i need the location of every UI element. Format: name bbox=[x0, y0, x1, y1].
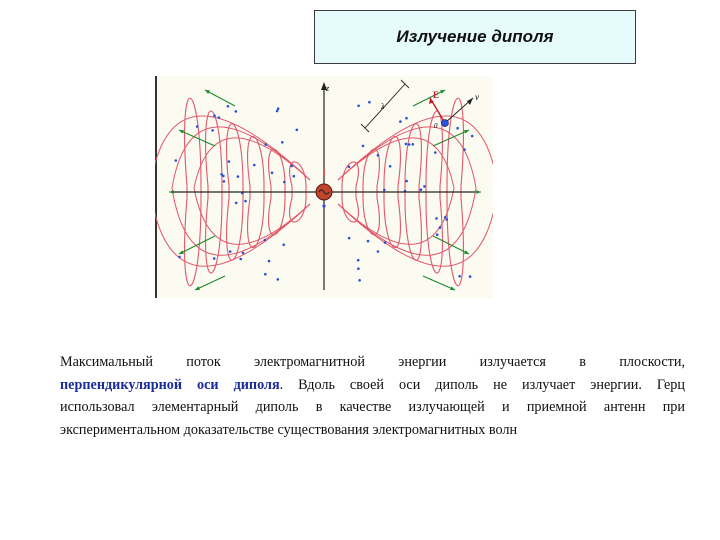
field-dot bbox=[237, 175, 240, 178]
field-dot bbox=[253, 164, 256, 167]
field-dot bbox=[271, 172, 274, 175]
field-dot bbox=[213, 115, 216, 118]
e-vector-label: E bbox=[433, 90, 440, 100]
description-line-2-rest: . Вдоль своей оси диполь не излучает энергии. Герц bbox=[279, 376, 685, 393]
field-dot bbox=[296, 129, 299, 132]
field-dot bbox=[357, 105, 360, 108]
field-dot bbox=[436, 233, 439, 236]
field-dot bbox=[277, 278, 280, 281]
field-dot bbox=[178, 256, 181, 259]
field-dot bbox=[434, 151, 437, 154]
field-point-label: 0 bbox=[434, 122, 438, 130]
field-dot bbox=[445, 218, 448, 221]
field-dot bbox=[405, 117, 408, 120]
field-dot bbox=[290, 165, 293, 168]
field-dot bbox=[264, 239, 267, 242]
field-dot bbox=[469, 275, 472, 278]
field-dot bbox=[405, 143, 408, 146]
field-dot bbox=[408, 143, 411, 146]
wavelength-symbol: λ bbox=[381, 102, 385, 111]
field-dot bbox=[383, 189, 386, 192]
field-dot bbox=[389, 165, 392, 168]
field-dot bbox=[348, 166, 351, 169]
field-dot bbox=[281, 141, 284, 144]
field-dot bbox=[235, 110, 238, 113]
field-dot bbox=[377, 250, 380, 253]
field-dot bbox=[244, 200, 247, 203]
field-dot bbox=[277, 107, 280, 110]
description-line-1: Максимальный поток электромагнитной энергии излучается в плоскости, bbox=[60, 354, 685, 370]
field-dot bbox=[264, 143, 267, 146]
field-dot bbox=[362, 145, 365, 148]
dipole-radiation-figure bbox=[155, 76, 493, 298]
field-dot bbox=[471, 135, 474, 138]
field-dot bbox=[435, 217, 438, 220]
field-dot bbox=[456, 127, 459, 130]
field-dot bbox=[175, 159, 178, 162]
field-dot bbox=[218, 116, 221, 119]
field-dot bbox=[264, 273, 267, 276]
v-vector-label: v bbox=[475, 92, 479, 102]
field-dot bbox=[458, 275, 461, 278]
field-dot bbox=[228, 160, 231, 163]
field-dot bbox=[444, 216, 447, 219]
field-dot bbox=[420, 188, 423, 191]
field-dot bbox=[196, 125, 199, 128]
field-dot bbox=[283, 181, 286, 184]
field-dot bbox=[358, 279, 361, 282]
field-dot bbox=[239, 258, 242, 261]
slide-title: Излучение диполя bbox=[396, 27, 554, 46]
z-axis-label: z bbox=[326, 84, 330, 93]
field-dot bbox=[220, 173, 223, 176]
dipole-field-diagram bbox=[155, 76, 493, 298]
field-dot bbox=[229, 250, 232, 253]
field-dot bbox=[384, 241, 387, 244]
field-dot bbox=[211, 129, 214, 132]
field-dot bbox=[463, 148, 466, 151]
slide-title-box bbox=[314, 10, 636, 64]
field-dot bbox=[399, 120, 402, 123]
field-dot bbox=[213, 257, 216, 260]
field-dot bbox=[439, 226, 442, 229]
highlighted-term: перпендикулярной оси диполя bbox=[60, 376, 280, 393]
field-dot bbox=[357, 267, 360, 270]
field-point-icon bbox=[442, 120, 449, 127]
field-dot bbox=[357, 259, 360, 262]
field-dot bbox=[377, 154, 380, 157]
field-dot bbox=[268, 260, 271, 263]
field-dot bbox=[227, 105, 230, 108]
field-dot bbox=[368, 101, 371, 104]
dipole-dot bbox=[322, 204, 325, 207]
description-line-3: использовал элементарный диполь в качестве излучающей и приемной антенн при bbox=[60, 399, 685, 415]
field-dot bbox=[242, 252, 245, 255]
field-dot bbox=[235, 202, 238, 205]
field-dot bbox=[367, 240, 370, 243]
field-dot bbox=[293, 175, 296, 178]
field-dot bbox=[412, 143, 415, 146]
description-line-2 bbox=[60, 374, 685, 397]
field-dot bbox=[223, 180, 226, 183]
field-dot bbox=[423, 185, 426, 188]
field-dot bbox=[348, 237, 351, 240]
field-dot bbox=[276, 110, 279, 113]
description-line-4: экспериментальном доказательстве существования электромагнитных волн bbox=[60, 421, 518, 438]
field-dot bbox=[282, 244, 285, 247]
figure-left-edge bbox=[155, 76, 157, 298]
description-paragraph bbox=[60, 351, 685, 441]
field-dot bbox=[405, 180, 408, 183]
